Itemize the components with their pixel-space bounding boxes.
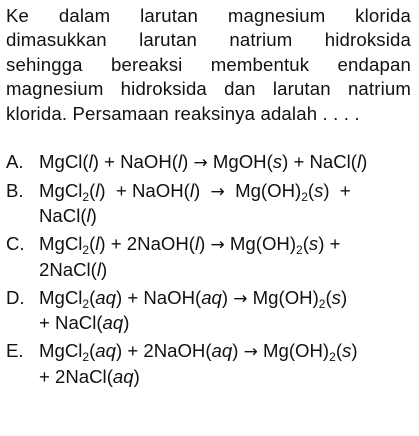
option-d-letter: D.: [6, 286, 25, 308]
option-e-equation: MgCl$_2$(aq) + 2NaOH(aq) → $Mg(OH)_2(s)$ + 2NaCl(aq): [39, 340, 358, 387]
option-a-equation: MgCl(l) + NaOH(l) → MgOH(s) + NaCl(l): [39, 151, 368, 173]
answer-options: [6, 150, 411, 393]
option-e[interactable]: [6, 339, 411, 389]
option-e-letter: E.: [6, 340, 24, 362]
question-text: Ke dalam larutan magnesium klorida dimasukkan larutan natrium hidroksida sehingga bereaksi membentuk endapan magnesium hidroksida dan larutan natrium klorida. Persamaan reaksinya adalah . . . .: [6, 5, 411, 124]
option-c-equation: MgCl$_2$(l) + 2NaOH(l) → $Mg(OH)_2(s)$ + 2NaCl(l): [39, 233, 341, 280]
option-b-equation: MgCl$_2$(l) + NaOH(l) → $Mg(OH)_2(s)$ + NaCl(l): [39, 180, 351, 227]
option-b[interactable]: [6, 179, 411, 229]
option-d[interactable]: [6, 286, 411, 336]
option-a[interactable]: [6, 150, 411, 175]
option-b-letter: B.: [6, 180, 24, 201]
option-d-equation: MgCl$_2$(aq) + NaOH(aq) → $Mg(OH)_2(s)$ + NaCl(aq): [39, 286, 348, 334]
option-c[interactable]: [6, 232, 411, 282]
option-a-letter: A.: [6, 151, 24, 172]
option-c-letter: C.: [6, 233, 25, 255]
